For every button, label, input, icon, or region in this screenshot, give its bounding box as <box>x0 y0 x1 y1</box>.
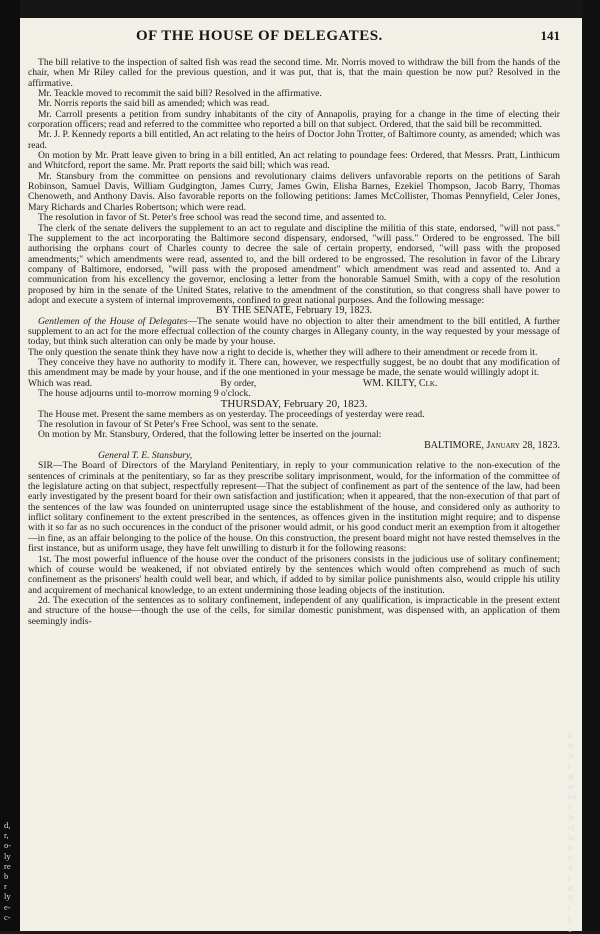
edge-fragment: r <box>568 872 571 883</box>
left-edge-fragments <box>4 820 18 922</box>
edge-fragment: t <box>568 903 571 914</box>
edge-fragment: ly <box>4 891 11 902</box>
paragraph: Mr. Stansbury from the committee on pensions and revolutionary claims delivers unfavorable reports on the petitions of Sarah Robinson, Samuel Davis, William Gudgington, James Curry, James Gwin, Elisha Barnes, Ezekiel Thompson, Jacob Barry, Thomas Chenoweth, and Anthony Davis. Also favorable reports on the following petitions: James McCollister, Thomas Pennyfield, Celer Jones, Mary Richards and Charles Robertson; which were read. <box>28 170 560 213</box>
edge-fragment: L <box>568 913 574 924</box>
edge-fragment: d, <box>4 820 11 830</box>
edge-fragment: d <box>568 862 573 873</box>
edge-fragment: te <box>568 740 575 751</box>
edge-fragment: ed <box>568 791 577 802</box>
edge-fragment: ll <box>568 893 573 904</box>
which-was-read: Which was read. <box>28 377 93 389</box>
scan-top-border <box>0 0 600 18</box>
paragraph: On motion by Mr. Pratt leave given to bring in a bill entitled, An act relating to poundage fees: Ordered, that Messrs. Pratt, Linthicum and Whitcford, report the same. Mr. Pratt reports the said bill; which was read. <box>28 150 560 172</box>
paragraph: Mr. Teackle moved to recommit the said bill? Resolved in the affirmative. <box>38 88 322 100</box>
edge-fragment: b <box>4 871 9 882</box>
senate-date: February 19, 1823. <box>295 305 373 317</box>
edge-fragment: ly <box>4 850 11 861</box>
edge-fragment: ar <box>568 781 575 792</box>
edge-fragment: in <box>568 811 575 822</box>
scan-right-border <box>582 0 600 931</box>
edge-fragment: r <box>4 881 7 892</box>
edge-fragment: lo <box>568 832 575 843</box>
paragraph: The bill relative to the inspection of salted fish was read the second time. Mr. Norris moved to withdraw the bill from the hands of the chair, when Mr Riley called for the previous question, and it was put, that is, that the main question be now put? Resolved in the affirmative. <box>28 57 560 89</box>
journal-body <box>28 58 560 627</box>
edge-fragment: at <box>568 770 575 781</box>
paragraph: The only question the senate think they have now a right to decide is, whether they will adhere to their amendment or recede from it. <box>28 346 538 358</box>
paragraph: Mr. J. P. Kennedy reports a bill entitled, An act relating to the heirs of Doctor John Trotter, of Baltimore county, as amended; which was read. <box>28 129 560 151</box>
right-edge-fragments <box>568 730 582 934</box>
paragraph: The resolution in favor of St. Peter's free school was read the second time, and assented to. <box>38 212 387 224</box>
edge-fragment: c- <box>4 911 11 922</box>
edge-fragment: a <box>568 730 572 740</box>
edge-fragment: te <box>568 842 575 853</box>
senate-message <box>28 317 560 348</box>
letter-paragraph: 1st. The most powerful influence of the house over the conduct of the prisoners consists in the judicious use of solitary confinement; which of course would be weakened, if not obviated entirely by the sentences which would often comprehend as much of such confinement as the prisoners' health could well bear, and which, if added to by similar police punishments also, would cripple his utility and acquirement of mechanical knowledge, to an extent undermining those leading objects of the institution. <box>28 553 560 596</box>
paragraph: The resolution in favour of St Peter's Free School, was sent to the senate. <box>38 419 319 431</box>
edge-fragment: e- <box>4 901 11 912</box>
paragraph: The clerk of the senate delivers the supplement to an act to regulate and discipline the militia of this state, endorsed, "will not pass." The supplement to the act incorporating the Baltimore second dispensary, endorsed, "will pass." Ordered to be engrossed. The bill authorising the orphans court of Charles county to decree the sale of certain property, endorsed, "will pass with the proposed amendments;" which amendments were read, assented to, and the bill ordered to be engrossed. The resolution in favor of the Library company of Baltimore, endorsed, "will pass with the proposed amendment" which amendment was read and assented to. And a communication from his excellency the governor, enclosing a letter from the honorable Samuel Smith, with a copy of the resolution proposed by him in the senate of the United States, relative to the amendment of the constitution, so that congress shall have power to adopt and execute a system of internal improvements, confined to great national purposes. And the following message: <box>28 222 560 306</box>
paragraph: Mr. Norris reports the said bill as amended; which was read. <box>38 98 270 110</box>
salutation: Gentlemen of the House of Delegates <box>38 315 188 327</box>
senate-message-text: —The senate would have no objection to alter their amendment to the bill entitled, A further supplement to an act for the more effectual collection of the county charges in Allegany county, in the way requested by your message of today, but think such alteration can only be made by your house. <box>28 315 560 348</box>
adjourn-line: The house adjourns until to-morrow morning 9 o'clock. <box>38 388 251 399</box>
running-title: OF THE HOUSE OF DELEGATES. <box>136 28 383 44</box>
senate-heading-label: BY THE SENATE, <box>215 305 294 317</box>
thursday-heading: THURSDAY, February 20, 1823. <box>220 398 368 411</box>
edge-fragment: in <box>568 750 575 761</box>
edge-fragment: o- <box>4 840 12 851</box>
paragraph: Mr. Carroll presents a petition from sundry inhabitants of the city of Annapolis, praying for a change in the time of electing their corporation officers; read and referred to the committee who reported a bill on that subject. Ordered, that the said bill be recommitted. <box>28 108 560 131</box>
scan-left-border <box>0 0 20 931</box>
paragraph: The House met. Present the same members as on yesterday. The proceedings of yesterday were read. <box>38 408 425 420</box>
edge-fragment: of <box>568 821 576 832</box>
letter-place-date: BALTIMORE, January 28, 1823. <box>424 439 560 451</box>
edge-fragment: d <box>568 883 573 894</box>
letter-paragraph: 2d. The execution of the sentences as to solitary confinement, independent of any qualification, is impracticable in the present extent and structure of the house—though the use of the cells, for similar domestic punishment, was dispensed with, an application of them seemingly indis- <box>28 594 560 627</box>
edge-fragment: t <box>568 760 571 771</box>
edge-fragment: re <box>4 860 11 871</box>
edge-fragment: r, <box>4 830 9 841</box>
letter-addressee: General T. E. Stansbury, <box>98 450 193 462</box>
edge-fragment: s <box>568 801 572 812</box>
paragraph: On motion by Mr. Stansbury, Ordered, that the following letter be inserted on the journal: <box>38 429 382 441</box>
by-order: By order, <box>220 377 257 389</box>
paragraph: They conceive they have no authority to modify it. There can, however, we respectfully suggest, be no doubt that any modification of this amendment may be made by your house, and if the one mentioned in your message be made, the senate would willingly adopt it. <box>28 356 560 379</box>
letter-paragraph: SIR—The Board of Directors of the Maryland Penitentiary, in reply to your communication relative to the non-execution of the sentences of criminals at the penitentiary, so far as they prescribe solitary imprisonment, would, for the information of the committee of the legislature acting on that subject, respectfully represent—That the subject of confinement as part of the sentence of the law, had been early investigated by the present board for their own satisfaction and justification; when it appeared, that the non-execution of that part of the sentences of the law was founded on uninterrupted usage since the establishment of the house, and considered only as authority to inflict solitary confinement to the extent prescribed in the sentences, as offences given in the institution might require; and to dispense with it so far as no such occurences in the conduct of the prisoner would admit, or his good conduct merit an exemption from it altogether—in fine, as an affair belonging to the police of the house. On this construction, the present board might not have rested themselves in the first instance, but as uniform usage, they have felt unwilling to disturb it for the following reasons: <box>28 460 560 555</box>
clerk-signature: WM. KILTY, Clk. <box>362 377 438 389</box>
page-header <box>20 28 560 48</box>
edge-fragment: n <box>568 852 573 863</box>
page-number: 141 <box>540 28 560 43</box>
edge-fragment: c <box>568 923 572 934</box>
